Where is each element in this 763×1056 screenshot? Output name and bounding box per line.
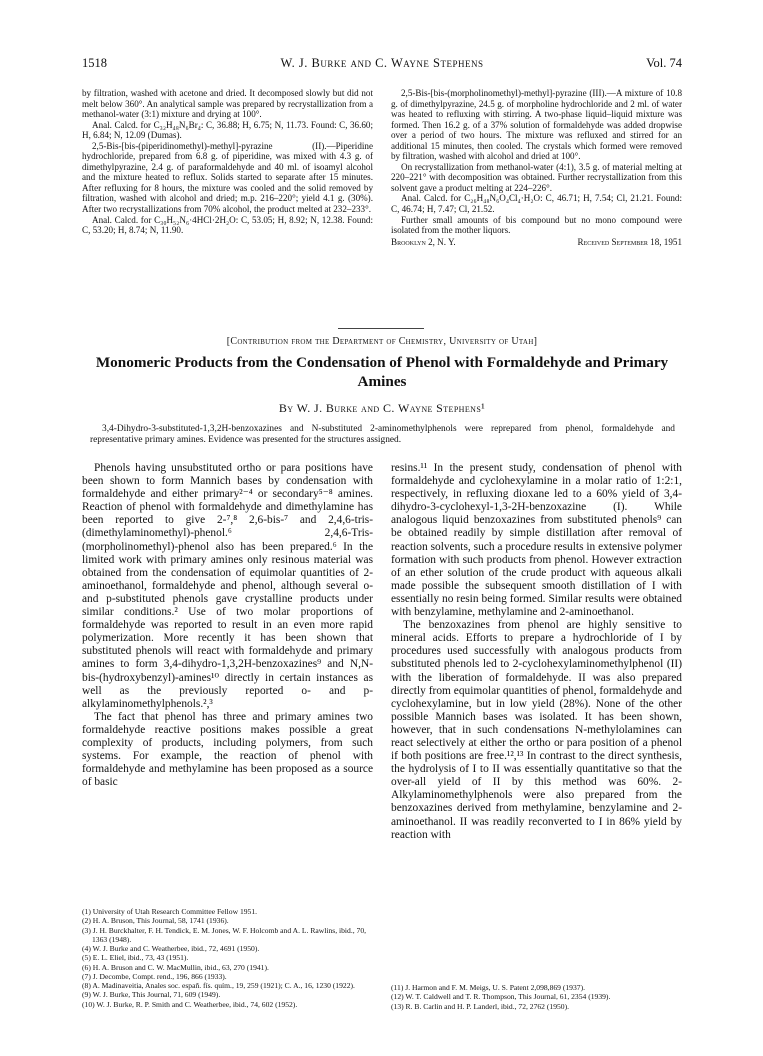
footnote: (11) J. Harmon and F. M. Meigs, U. S. Patent 2,098,869 (1937).: [391, 983, 586, 992]
footnote: (3) J. H. Burckhalter, F. H. Tendick, E. M. Jones, W. F. Holcomb and A. L. Rawlins, ibid., 70, 1363 (1948).: [82, 925, 367, 944]
affiliation-place: Brooklyn 2, N. Y.: [391, 236, 456, 247]
paragraph: Anal. Calcd. for C₃₀H₅₂N₆·4HCl·2H₂O: C, 53.05; H, 8.92; N, 12.38. Found: C, 53.20; H, 8.74; N, 11.90.: [82, 214, 373, 236]
paragraph: by filtration, washed with acetone and dried. It decomposed slowly but did not melt below 360°. An analytical sample was prepared by recrystallization from a methanol-water (3:1) mixture and drying at 100°.: [82, 88, 373, 120]
footnote: (4) W. J. Burke and C. Weatherbee, ibid., 72, 4691 (1950).: [82, 944, 260, 953]
affiliation-line: [391, 237, 682, 248]
received-date: Received September 18, 1951: [577, 236, 682, 247]
abstract: 3,4-Dihydro-3-substituted-1,3,2H-benzoxazines and N-substituted 2-aminomethylphenols were reprepared from phenol, formaldehyde and representative primary amines. Evidence was presented for the structures assigned.: [90, 424, 675, 445]
paragraph: 2,5-Bis-[bis-(morpholinomethyl)-methyl]-pyrazine (III).—A mixture of 10.8 g. of dimethylpyrazine, 24.5 g. of morpholine hydrochloride and 2 ml. of water was heated to refluxing with stirring. A two-phase liquid–liquid mixture was formed. Then 16.2 g. of a 37% solution of formaldehyde was added dropwise over a period of two hours. The mixture was refluxed and stirred for an additional 15 minutes, then cooled. The crystals which formed were removed by filtration, washed with alcohol and dried at 100°.: [391, 88, 682, 162]
paragraph: The fact that phenol has three and primary amines two formaldehyde reactive positions makes possible a great complexity of products, including polymers, from such systems. For example, the reaction of phenol with formaldehyde and methylamine has been proposed as a source of basic: [82, 710, 373, 789]
contribution-line: [Contribution from the Department of Chemistry, University of Utah]: [226, 336, 538, 347]
page-number: 1518: [82, 56, 107, 70]
footnote: (7) J. Decombe, Compt. rend., 196, 866 (1933).: [82, 971, 227, 981]
footnote: (10) W. J. Burke, R. P. Smith and C. Weatherbee, ibid., 74, 602 (1952).: [82, 999, 298, 1009]
footnote: (9) W. J. Burke, This Journal, 71, 609 (1949).: [82, 990, 221, 1000]
paragraph: 2,5-Bis-[bis-(piperidinomethyl)-methyl]-pyrazine (II).—Piperidine hydrochloride, prepared from 6.8 g. of piperidine, was mixed with 4.3 g. of dimethylpyrazine, 2.4 g. of paraformaldehyde and 40 ml. of isoamyl alcohol and the mixture heated to reflux. Solids started to separate after 15 minutes. After refluxing for 8 hours, the mixture was cooled and the solid removed by filtration, washed with alcohol and dried; m.p. 216–220°; yield 4.1 g. (30%). After two recrystallizations from 70% alcohol, the product melted at 232–233°.: [82, 140, 373, 215]
footnote: (12) W. T. Caldwell and T. R. Thompson, This Journal, 61, 2354 (1939).: [391, 992, 611, 1002]
running-header: [82, 56, 682, 72]
section-divider: [338, 328, 424, 329]
paragraph: The benzoxazines from phenol are highly sensitive to mineral acids. Efforts to prepare a hydrochloride of I by procedures used successfully with analogous products from substituted phenols led to 2-cyclohexylaminomethylphenol (II) with the liberation of formaldehyde. II was also prepared directly from equimolar quantities of phenol, formaldehyde and cyclohexylamine, but in low yield (28%). None of the other possible Mannich bases was isolated. It has been shown, however, that in such condensations N-methylolamines can react selectively at either the ortho or para position of a phenol if both positions are free.¹²,¹³ In contrast to the direct synthesis, the hydrolysis of I to II was essentially quantitative so that the over-all yield of II by this method was 60%. 2-Alkylaminomethylphenols were also prepared from the benzoxazines derived from methylamine, benzylamine and 2-aminoethanol. II was readily reconverted to I in 86% yield by reaction with: [391, 619, 682, 841]
footnotes-left: [82, 907, 373, 1009]
footnote: (8) A. Madinaveitia, Anales soc. españ. fís. quím., 19, 259 (1921); C. A., 16, 1230 (1922).: [82, 981, 355, 990]
top-right-column: [391, 88, 682, 247]
footnotes-right: [391, 983, 682, 1011]
paragraph: Anal. Calcd. for C₂₆H₄₈N₆O₄Cl₄·H₂O: C, 46.71; H, 7.54; Cl, 21.21. Found: C, 46.74; H, 7.47; Cl, 21.52.: [391, 193, 682, 215]
paragraph: On recrystallization from methanol-water (4:1), 3.5 g. of material melting at 220–221° with decomposition was obtained. Further recrystallization from this solvent gave a product melting at 224–226°.: [391, 161, 682, 193]
byline: By W. J. Burke and C. Wayne Stephens¹: [278, 401, 486, 415]
paragraph: resins.¹¹ In the present study, condensation of phenol with formaldehyde and cyclohexylamine in a molar ratio of 1:2:1, respectively, in refluxing dioxane led to a 60% yield of 3,4-dihydro-3-cyclohexyl-1,3-2H-benzoxazine (I). While analogous liquid benzoxazines from substituted phenols⁹ can be obtained readily by simple distillation after removal of reaction solvents, such a procedure results in extensive polymer formation with such products from phenol. However extraction of an ether solution of the crude product with aqueous alkali made possible the subsequent smooth distillation of I with essentially no resin being formed. Similar results were obtained with benzylamine, methylamine and 2-aminoethanol.: [391, 462, 682, 619]
paragraph: Anal. Calcd. for C₃₂H₄₈N₆Br₄: C, 36.88; H, 6.75; N, 11.73. Found: C, 36.60; H, 6.84; N, 12.09 (Dumas).: [82, 119, 373, 141]
footnote: (5) E. L. Eliel, ibid., 73, 43 (1951).: [82, 953, 189, 963]
footnote: (6) H. A. Bruson and C. W. MacMullin, ibid., 63, 270 (1941).: [82, 962, 269, 972]
top-left-column: [82, 88, 373, 236]
footnote: (2) H. A. Bruson, This Journal, 58, 1741 (1936).: [82, 916, 229, 926]
footnote: (1) University of Utah Research Committee Fellow 1951.: [82, 907, 258, 916]
volume-label: Vol. 74: [646, 56, 682, 70]
paragraph: Further small amounts of bis compound but no mono compound were isolated from the mother liquors.: [391, 214, 682, 236]
body-right-column: [391, 462, 682, 842]
article-title: Monomeric Products from the Condensation of Phenol with Formaldehyde and Primary Amines: [95, 354, 669, 390]
footnote: (13) R. B. Carlin and H. P. Landerl, ibid., 72, 2762 (1950).: [391, 1001, 570, 1011]
paragraph: Phenols having unsubstituted ortho or para positions have been shown to form Mannich bases by condensation with formaldehyde and either primary²⁻⁴ or secondary⁵⁻⁸ amines. Reaction of phenol with formaldehyde and dimethylamine has been reported to give 2-⁷,⁸ 2,6-bis-⁷ and 2,4,6-tris-(dimethylaminomethyl)-phenol.⁶ 2,4,6-Tris-(morpholinomethyl)-phenol also has been prepared.⁶ In the limited work with primary amines only resinous material was obtained from the condensation of equimolar quantities of 2-aminoethanol, formaldehyde and phenol, although several o- and p-substituted phenols gave crystalline products under similar conditions.² Use of two molar proportions of formaldehyde was reported to result in an even more rapid polymerization. More recently it has been shown that substituted phenols will react with formaldehyde and primary amines to form 3,4-dihydro-1,3,2H-benzoxazines⁹ and N,N-bis-(hydroxybenzyl)-amines¹⁰ directly in certain instances as well as the previously reported o- and p-alkylaminomethylphenols.²,³: [82, 462, 373, 710]
body-left-column: [82, 462, 373, 789]
running-title: W. J. Burke and C. Wayne Stephens: [280, 56, 484, 70]
